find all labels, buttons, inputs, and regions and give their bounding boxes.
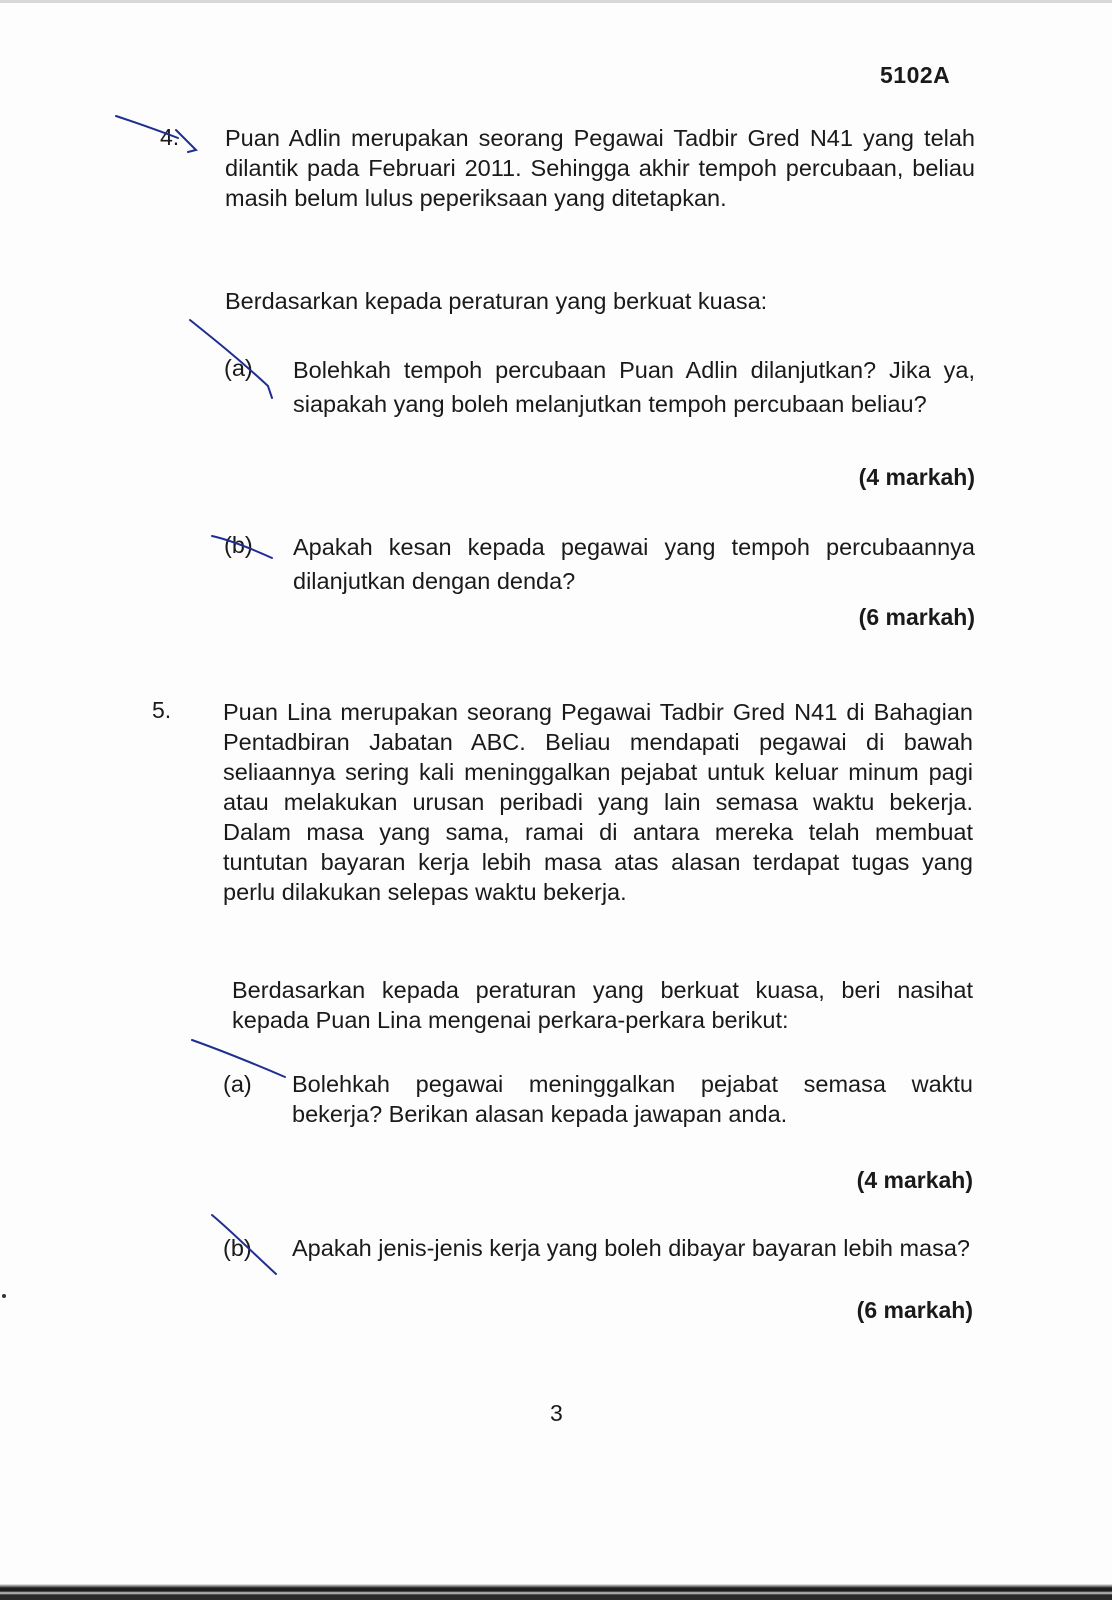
question-4b-marks: (6 markah)	[858, 604, 975, 630]
question-4a-text: Bolehkah tempoh percubaan Puan Adlin dilanjutkan? Jika ya, siapakah yang boleh melanjutkan tempoh percubaan beliau?	[293, 357, 975, 417]
question-5a-text: Bolehkah pegawai meninggalkan pejabat semasa waktu bekerja? Berikan alasan kepada jawapan anda.	[292, 1071, 973, 1127]
question-4-number: 4.	[160, 124, 180, 150]
question-5-stem: Puan Lina merupakan seorang Pegawai Tadbir Gred N41 di Bahagian Pentadbiran Jabatan ABC. Beliau mendapati pegawai di bawah seliaannya sering kali meninggalkan pejabat untuk keluar minum pagi atau melakukan urusan peribadi yang lain semasa waktu bekerja. Dalam masa yang sama, ramai di antara mereka telah membuat tuntutan bayaran kerja lebih masa atas alasan terdapat tugas yang perlu dilakukan selepas waktu bekerja.	[223, 699, 973, 905]
question-4-stem: Puan Adlin merupakan seorang Pegawai Tadbir Gred N41 yang telah dilantik pada Februari 2011. Sehingga akhir tempoh percubaan, beliau masih belum lulus peperiksaan yang ditetapkan.	[225, 125, 975, 211]
q4-tick-mark	[116, 116, 196, 152]
question-4b-label: (b)	[224, 532, 253, 558]
question-5b-label: (b)	[223, 1235, 252, 1261]
question-4b-text: Apakah kesan kepada pegawai yang tempoh percubaannya dilanjutkan dengan denda?	[293, 534, 975, 594]
scan-speck	[2, 1294, 6, 1298]
question-5-number: 5.	[152, 697, 172, 723]
question-4a-marks: (4 markah)	[858, 464, 975, 490]
page-number: 3	[550, 1400, 563, 1426]
scan-top-edge	[0, 0, 1112, 3]
paper-code: 5102A	[880, 62, 951, 88]
question-5b-marks: (6 markah)	[856, 1297, 973, 1323]
question-5a-label: (a)	[223, 1071, 252, 1097]
question-5b-text: Apakah jenis-jenis kerja yang boleh dibayar bayaran lebih masa?	[292, 1235, 971, 1261]
question-4-instruction: Berdasarkan kepada peraturan yang berkuat kuasa:	[225, 288, 768, 314]
question-5a-marks: (4 markah)	[856, 1167, 973, 1193]
scan-bottom-edge	[0, 1584, 1112, 1600]
question-4a-label: (a)	[224, 355, 253, 381]
question-5-instruction: Berdasarkan kepada peraturan yang berkuat kuasa, beri nasihat kepada Puan Lina mengenai perkara-perkara berikut:	[232, 977, 973, 1033]
